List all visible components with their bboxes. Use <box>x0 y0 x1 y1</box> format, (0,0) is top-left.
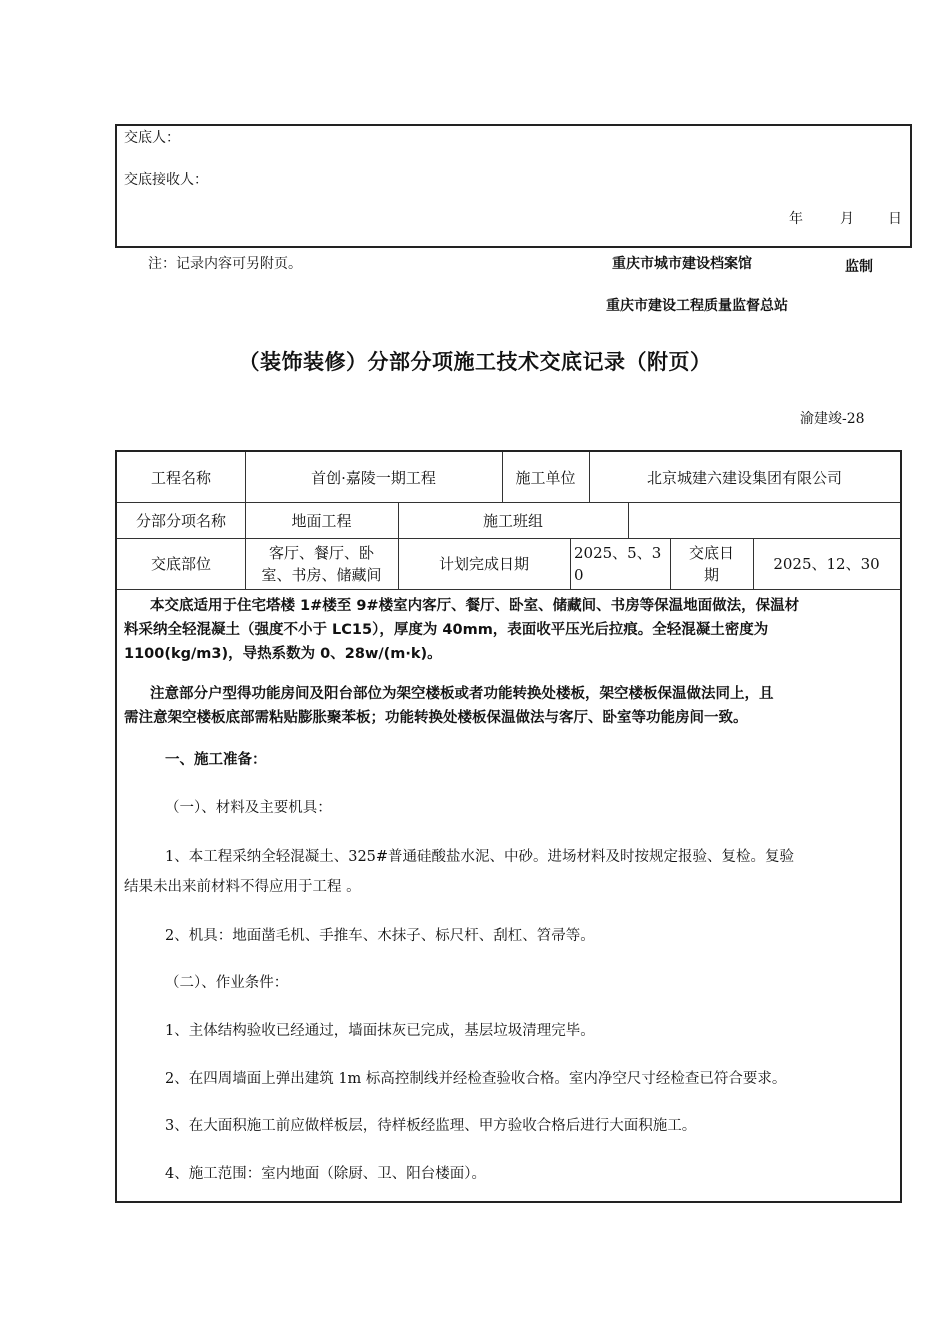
location-value <box>245 538 398 589</box>
org-quality: 重庆市建设工程质量监督总站 <box>606 298 788 314</box>
paragraph-line: 4、施工范围：室内地面（除厨、卫、阳台楼面）。 <box>165 1166 486 1182</box>
paragraph-line: 2、机具：地面凿毛机、手推车、木抹子、标尺杆、刮杠、笤帚等。 <box>165 928 595 944</box>
planned-date-line: 0 <box>574 565 584 584</box>
paragraph-line: 2、在四周墙面上弹出建筑 1m 标高控制线并经检查验收合格。室内净空尺寸经检查已符合要求。 <box>165 1071 787 1087</box>
handover-date-value: 2025、12、30 <box>773 555 880 573</box>
location-line: 客厅、餐厅、卧 <box>268 543 374 562</box>
date-day-label: 日 <box>888 211 902 227</box>
paragraph-line: 需注意架空楼板底部需粘贴膨胀聚苯板；功能转换处楼板保温做法与客厅、卧室等功能房间一致。 <box>124 710 748 726</box>
planned-date-value <box>570 538 670 589</box>
paragraph-line: 1、本工程采纳全轻混凝土、325#普通硅酸盐水泥、中砂。进场材料及时按规定报验、复检。复验 <box>165 849 795 865</box>
team-value <box>628 502 900 538</box>
subsection-heading: （二）、作业条件： <box>165 975 289 991</box>
location-label: 交底部位 <box>150 555 211 573</box>
paragraph-line: 1100(kg/m3)，导热系数为 0、28w/(m·k)。 <box>124 646 442 662</box>
team-label: 施工班组 <box>482 511 543 530</box>
paragraph-line: 注意部分户型得功能房间及阳台部位为架空楼板或者功能转换处楼板，架空楼板保温做法同上，且 <box>150 686 774 702</box>
org-archive-suffix: 监制 <box>845 259 873 275</box>
presenter-label: 交底人： <box>124 130 180 146</box>
subitem-name-label: 分部分项名称 <box>135 511 226 530</box>
handover-date-label-line: 交底日 <box>688 543 734 562</box>
signature-box <box>115 124 912 248</box>
project-name-value: 首创·嘉陵一期工程 <box>311 468 436 487</box>
location-line: 室、书房、储藏间 <box>261 565 382 584</box>
paragraph-line: 3、在大面积施工前应做样板层，待样板经监理、甲方验收合格后进行大面积施工。 <box>165 1118 697 1134</box>
subsection-heading: （一）、材料及主要机具： <box>165 800 332 816</box>
subitem-name-value: 地面工程 <box>291 511 352 530</box>
handover-date-label-line: 期 <box>703 565 719 584</box>
planned-date-label: 计划完成日期 <box>438 555 529 573</box>
receiver-label: 交底接收人： <box>124 172 208 188</box>
note: 注：记录内容可另附页。 <box>148 256 302 272</box>
section-heading: 一、施工准备： <box>165 752 267 768</box>
date-year-label: 年 <box>789 211 803 227</box>
paragraph-line: 本交底适用于住宅塔楼 1#楼至 9#楼室内客厅、餐厅、卧室、储藏间、书房等保温地面做法，保温材 <box>150 598 800 614</box>
paragraph-line: 1、主体结构验收已经通过，墙面抹灰已完成，基层垃圾清理完毕。 <box>165 1023 595 1039</box>
planned-date-line: 2025、5、3 <box>574 543 662 562</box>
handover-date-label <box>670 538 753 589</box>
paragraph-line: 结果未出来前材料不得应用于工程 。 <box>124 879 361 895</box>
paragraph-line: 料采纳全轻混凝土（强度不小于 LC15），厚度为 40mm，表面收平压光后拉痕。全轻混凝土密度为 <box>124 622 769 638</box>
construction-unit-label: 施工单位 <box>515 468 576 487</box>
doc-code: 渝建竣-28 <box>800 411 865 427</box>
page-title: （装饰装修）分部分项施工技术交底记录（附页） <box>238 350 712 374</box>
date-month-label: 月 <box>840 211 854 227</box>
org-archive: 重庆市城市建设档案馆 <box>612 256 752 272</box>
construction-unit-value: 北京城建六建设集团有限公司 <box>646 468 842 487</box>
row-divider <box>117 589 900 590</box>
project-name-label: 工程名称 <box>150 468 211 487</box>
